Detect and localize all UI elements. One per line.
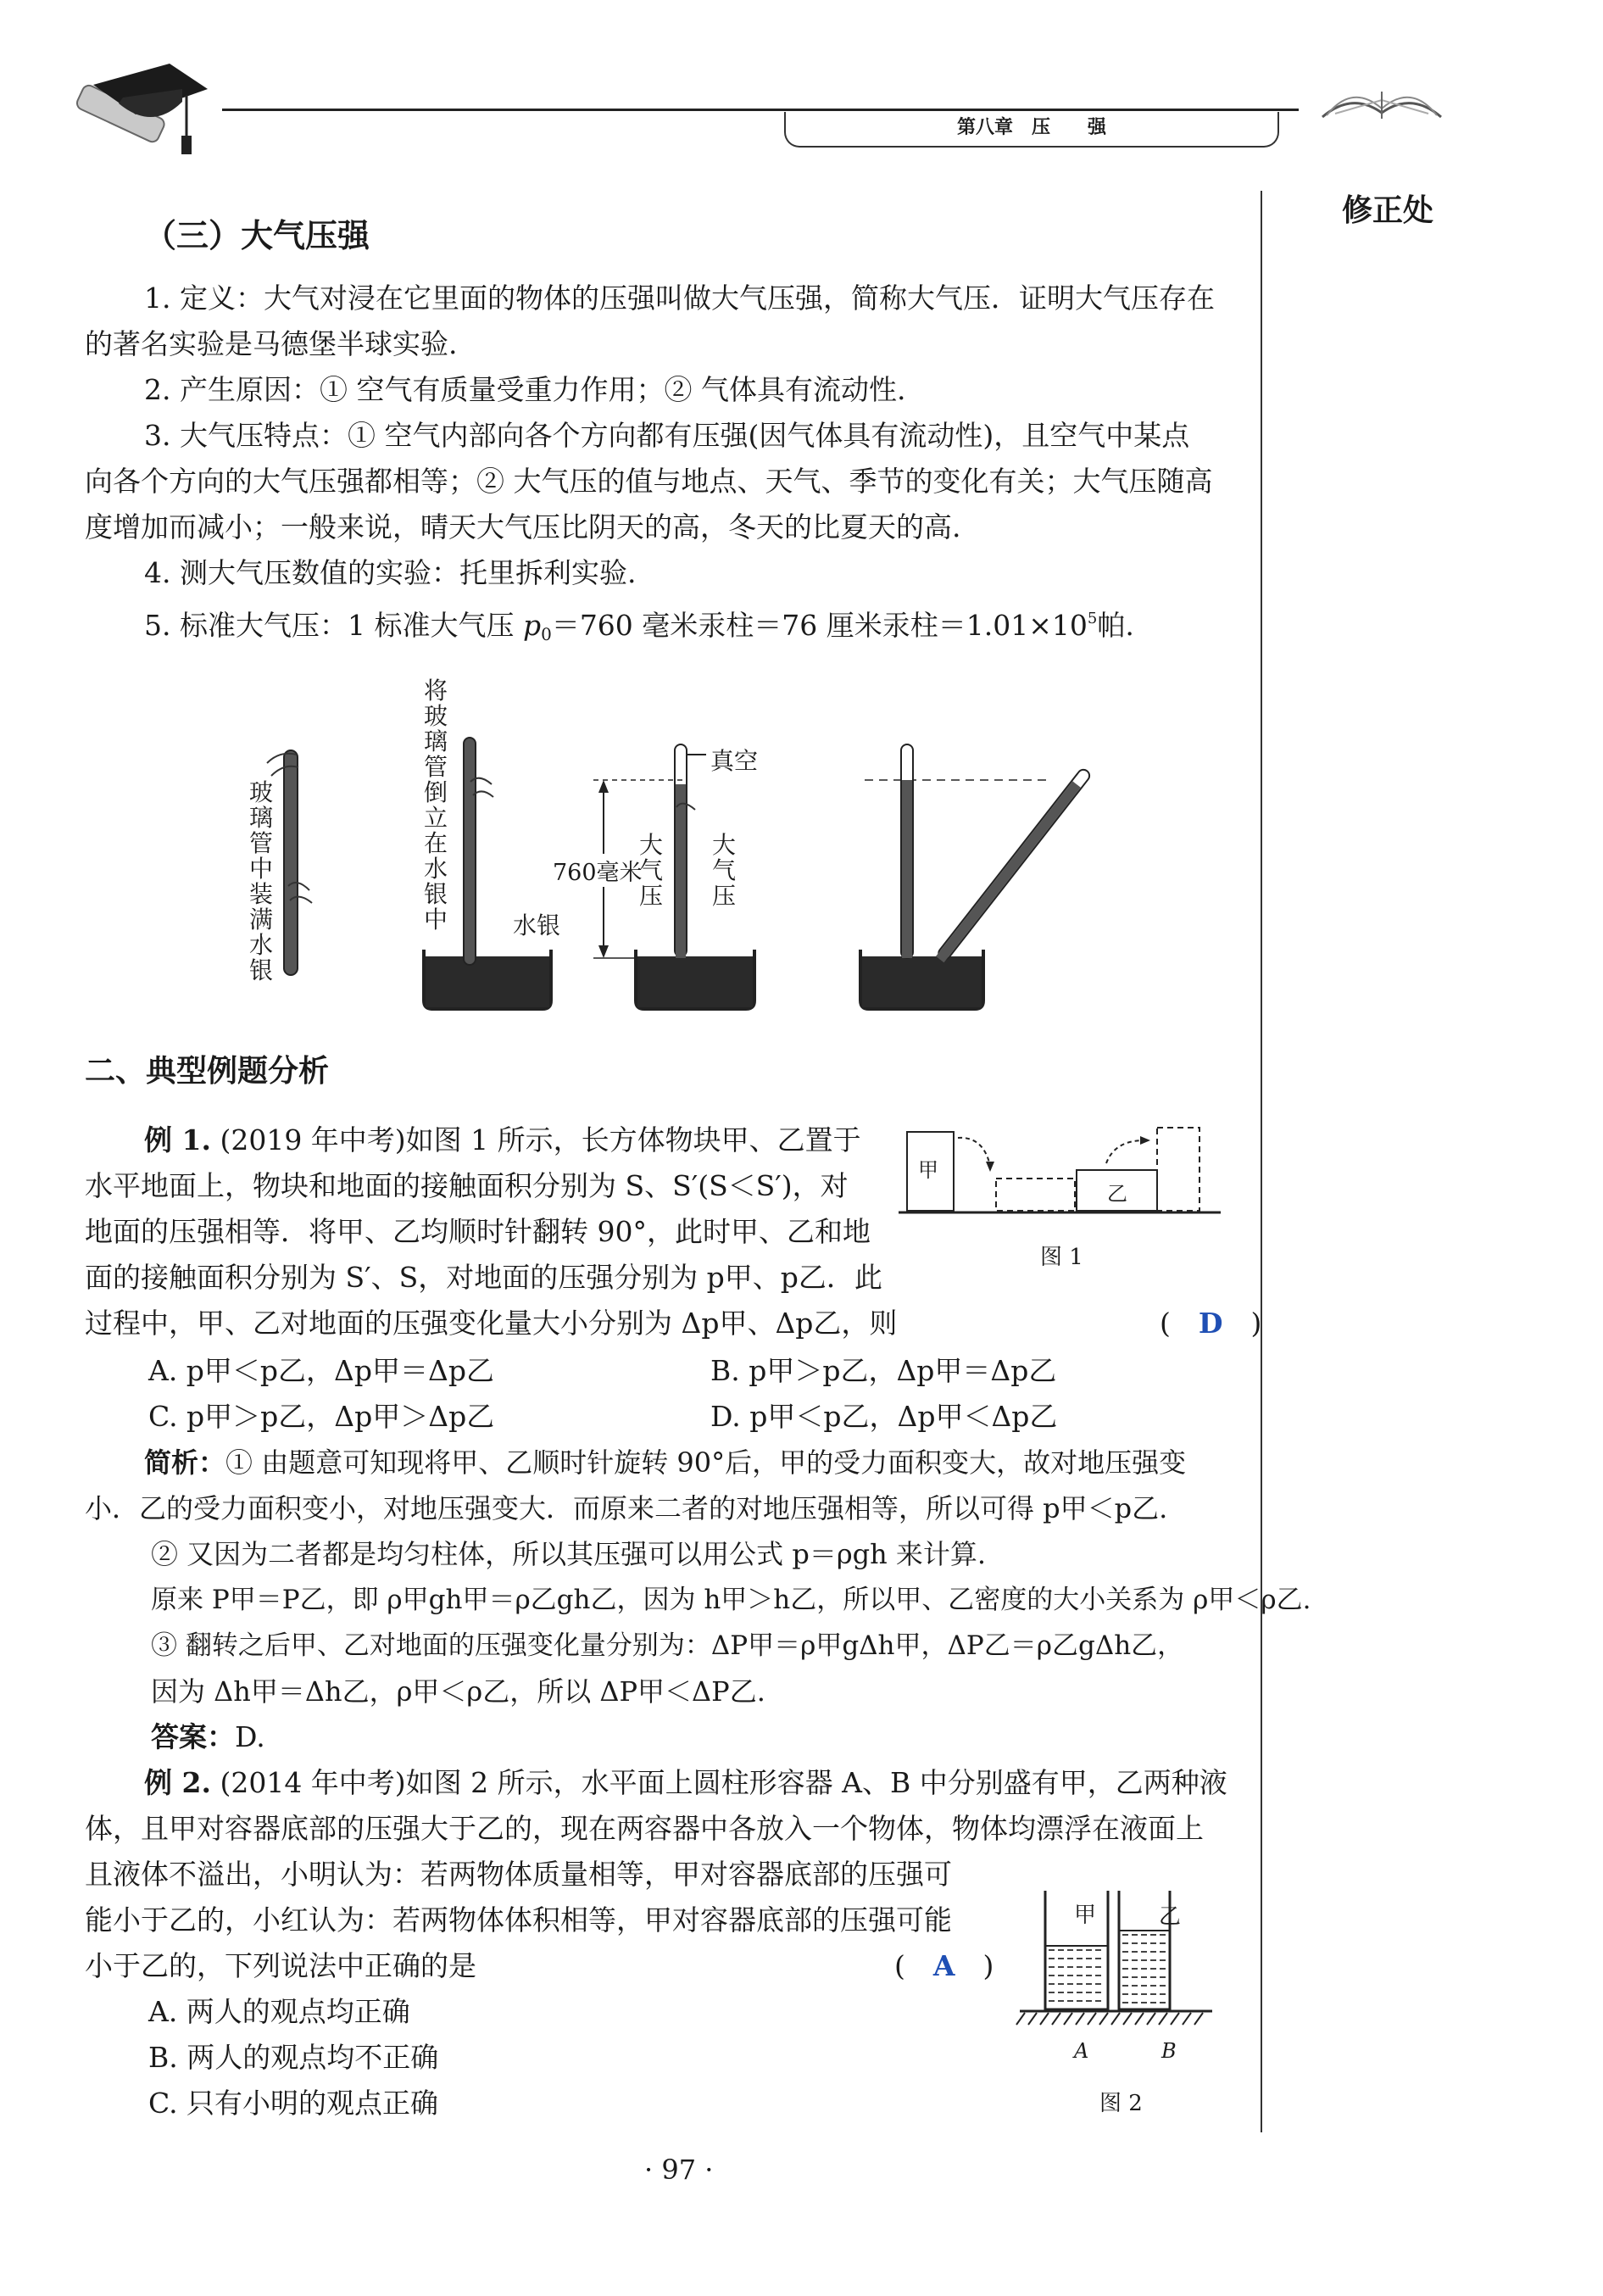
fig-label-atm-2: 大气压 [711, 831, 736, 910]
experiment-text: 4. 测大气压数值的实验：托里拆利实验. [144, 556, 637, 589]
fig-label-invert: 将玻璃管倒立在水银中 [423, 677, 448, 933]
fig-label-mercury: 水银 [513, 911, 561, 939]
example1-final-answer: 答案：D. [151, 1720, 265, 1753]
example1-line-4: 过程中，甲、乙对地面的压强变化量大小分别为 Δp甲、Δp乙，则 [85, 1307, 898, 1340]
example1-answer: ( D ) [1160, 1307, 1262, 1340]
example2-option-b: B. 两人的观点均不正确 [148, 2041, 439, 2074]
example1-analysis-1: 小．乙的受力面积变小，对地压强变大．而原来二者的对地压强相等，所以可得 p甲＜p乙. [85, 1492, 1168, 1524]
chapter-tab: 第八章 压 强 [784, 112, 1279, 148]
definition-text-cont: 的著名实验是马德堡半球实验. [85, 327, 458, 360]
figure-1 [899, 1119, 1229, 1221]
example2-line-2: 且液体不溢出，小明认为：若两物体质量相等，甲对容器底部的压强可 [85, 1858, 952, 1891]
fig-label-fill: 玻璃管中装满水银 [248, 778, 273, 984]
figure-2-label-yi: 乙 [1159, 1904, 1182, 1930]
figure-1-label-yi: 乙 [1107, 1182, 1127, 1206]
feature-text: 3. 大气压特点：① 空气内部向各个方向都有压强(因气体具有流动性)，且空气中某点 [144, 419, 1190, 452]
example2-line-3: 能小于乙的，小红认为：若两物体体积相等，甲对容器底部的压强可能 [85, 1903, 952, 1937]
figure-1-caption: 图 1 [1040, 1245, 1083, 1270]
example2-line-0: 例 2. (2014 年中考)如图 2 所示，水平面上圆柱形容器 A、B 中分别盛有甲，乙两种液 [144, 1766, 1227, 1799]
definition-text: 1. 定义：大气对浸在它里面的物体的压强叫做大气压强，简称大气压．证明大气压存在 [144, 281, 1215, 315]
figure-2 [1013, 1882, 1225, 2043]
example1-option-b: B. p甲＞p乙，Δp甲＝Δp乙 [710, 1354, 1057, 1387]
section-title: （三）大气压强 [144, 217, 370, 254]
example1-line-0: 例 1. (2019 年中考)如图 1 所示，长方体物块甲、乙置于 [144, 1123, 861, 1156]
figure-2-label-a: A [1074, 2039, 1089, 2063]
torricelli-figure [237, 670, 1102, 1026]
standard-pressure-text: 5. 标准大气压：1 标准大气压 $p_0=760$ 毫米汞柱＝76 厘米汞柱$=1.01\times 10^5$帕. [144, 609, 1134, 644]
example1-analysis-4: ③ 翻转之后甲、乙对地面的压强变化量分别为：ΔP甲＝ρ甲gΔh甲，ΔP乙＝ρ乙gΔh乙， [151, 1630, 1184, 1661]
figure-2-caption: 图 2 [1099, 2091, 1143, 2116]
example1-option-c: C. p甲＞p乙，Δp甲＞Δp乙 [148, 1400, 495, 1433]
figure-2-label-b: B [1161, 2039, 1177, 2063]
example2-line-4: 小于乙的，下列说法中正确的是 [85, 1949, 476, 1982]
example1-line-2: 地面的压强相等．将甲、乙均顺时针翻转 90°，此时甲、乙和地 [85, 1215, 871, 1248]
example1-line-3: 面的接触面积分别为 S′、S，对地面的压强分别为 p甲、p乙．此 [85, 1261, 882, 1294]
example2-answer: ( A ) [894, 1949, 994, 1982]
fig-label-atm-1: 大气压 [638, 831, 663, 910]
open-book-icon [1318, 75, 1445, 125]
correction-label: 修正处 [1342, 193, 1434, 228]
example1-analysis-3: 原来 P甲＝P乙，即 ρ甲gh甲＝ρ乙gh乙，因为 h甲＞h乙，所以甲、乙密度的大小关系为 ρ甲＜ρ乙. [151, 1585, 1311, 1615]
margin-divider [1261, 191, 1262, 2132]
example2-option-c: C. 只有小明的观点正确 [148, 2087, 439, 2120]
figure-2-label-jia: 甲 [1074, 1903, 1097, 1928]
page-number: · 97 · [644, 2154, 714, 2186]
example1-analysis-5: 因为 Δh甲＝Δh乙，ρ甲＜ρ乙，所以 ΔP甲＜ΔP乙. [151, 1675, 765, 1708]
header-rule [222, 109, 1299, 111]
graduation-cap-icon [59, 51, 212, 170]
example1-analysis-2: ② 又因为二者都是均匀柱体，所以其压强可以用公式 p＝ρgh 来计算. [151, 1538, 987, 1570]
example1-option-d: D. p甲＜p乙，Δp甲＜Δp乙 [710, 1400, 1058, 1433]
example2-option-a: A. 两人的观点均正确 [148, 1995, 410, 2028]
example1-analysis-0: 简析：① 由题意可知现将甲、乙顺时针旋转 90°后，甲的受力面积变大，故对地压强变 [144, 1446, 1187, 1479]
feature-text-cont2: 度增加而减小；一般来说，晴天大气压比阴天的高，冬天的比夏天的高. [85, 510, 961, 543]
section-2-title: 二、典型例题分析 [85, 1054, 330, 1089]
cause-text: 2. 产生原因：① 空气有质量受重力作用；② 气体具有流动性. [144, 373, 906, 406]
fig-label-height: 760毫米 [553, 854, 643, 887]
example1-line-1: 水平地面上，物块和地面的接触面积分别为 S、S′(S＜S′)，对 [85, 1169, 849, 1202]
example2-line-1: 体，且甲对容器底部的压强大于乙的，现在两容器中各放入一个物体，物体均漂浮在液面上 [85, 1812, 1204, 1845]
figure-1-label-jia: 甲 [918, 1158, 938, 1182]
example1-option-a: A. p甲＜p乙，Δp甲＝Δp乙 [148, 1354, 494, 1387]
fig-label-vacuum: 真空 [710, 747, 759, 775]
feature-text-cont: 向各个方向的大气压强都相等；② 大气压的值与地点、天气、季节的变化有关；大气压随高 [85, 465, 1213, 498]
